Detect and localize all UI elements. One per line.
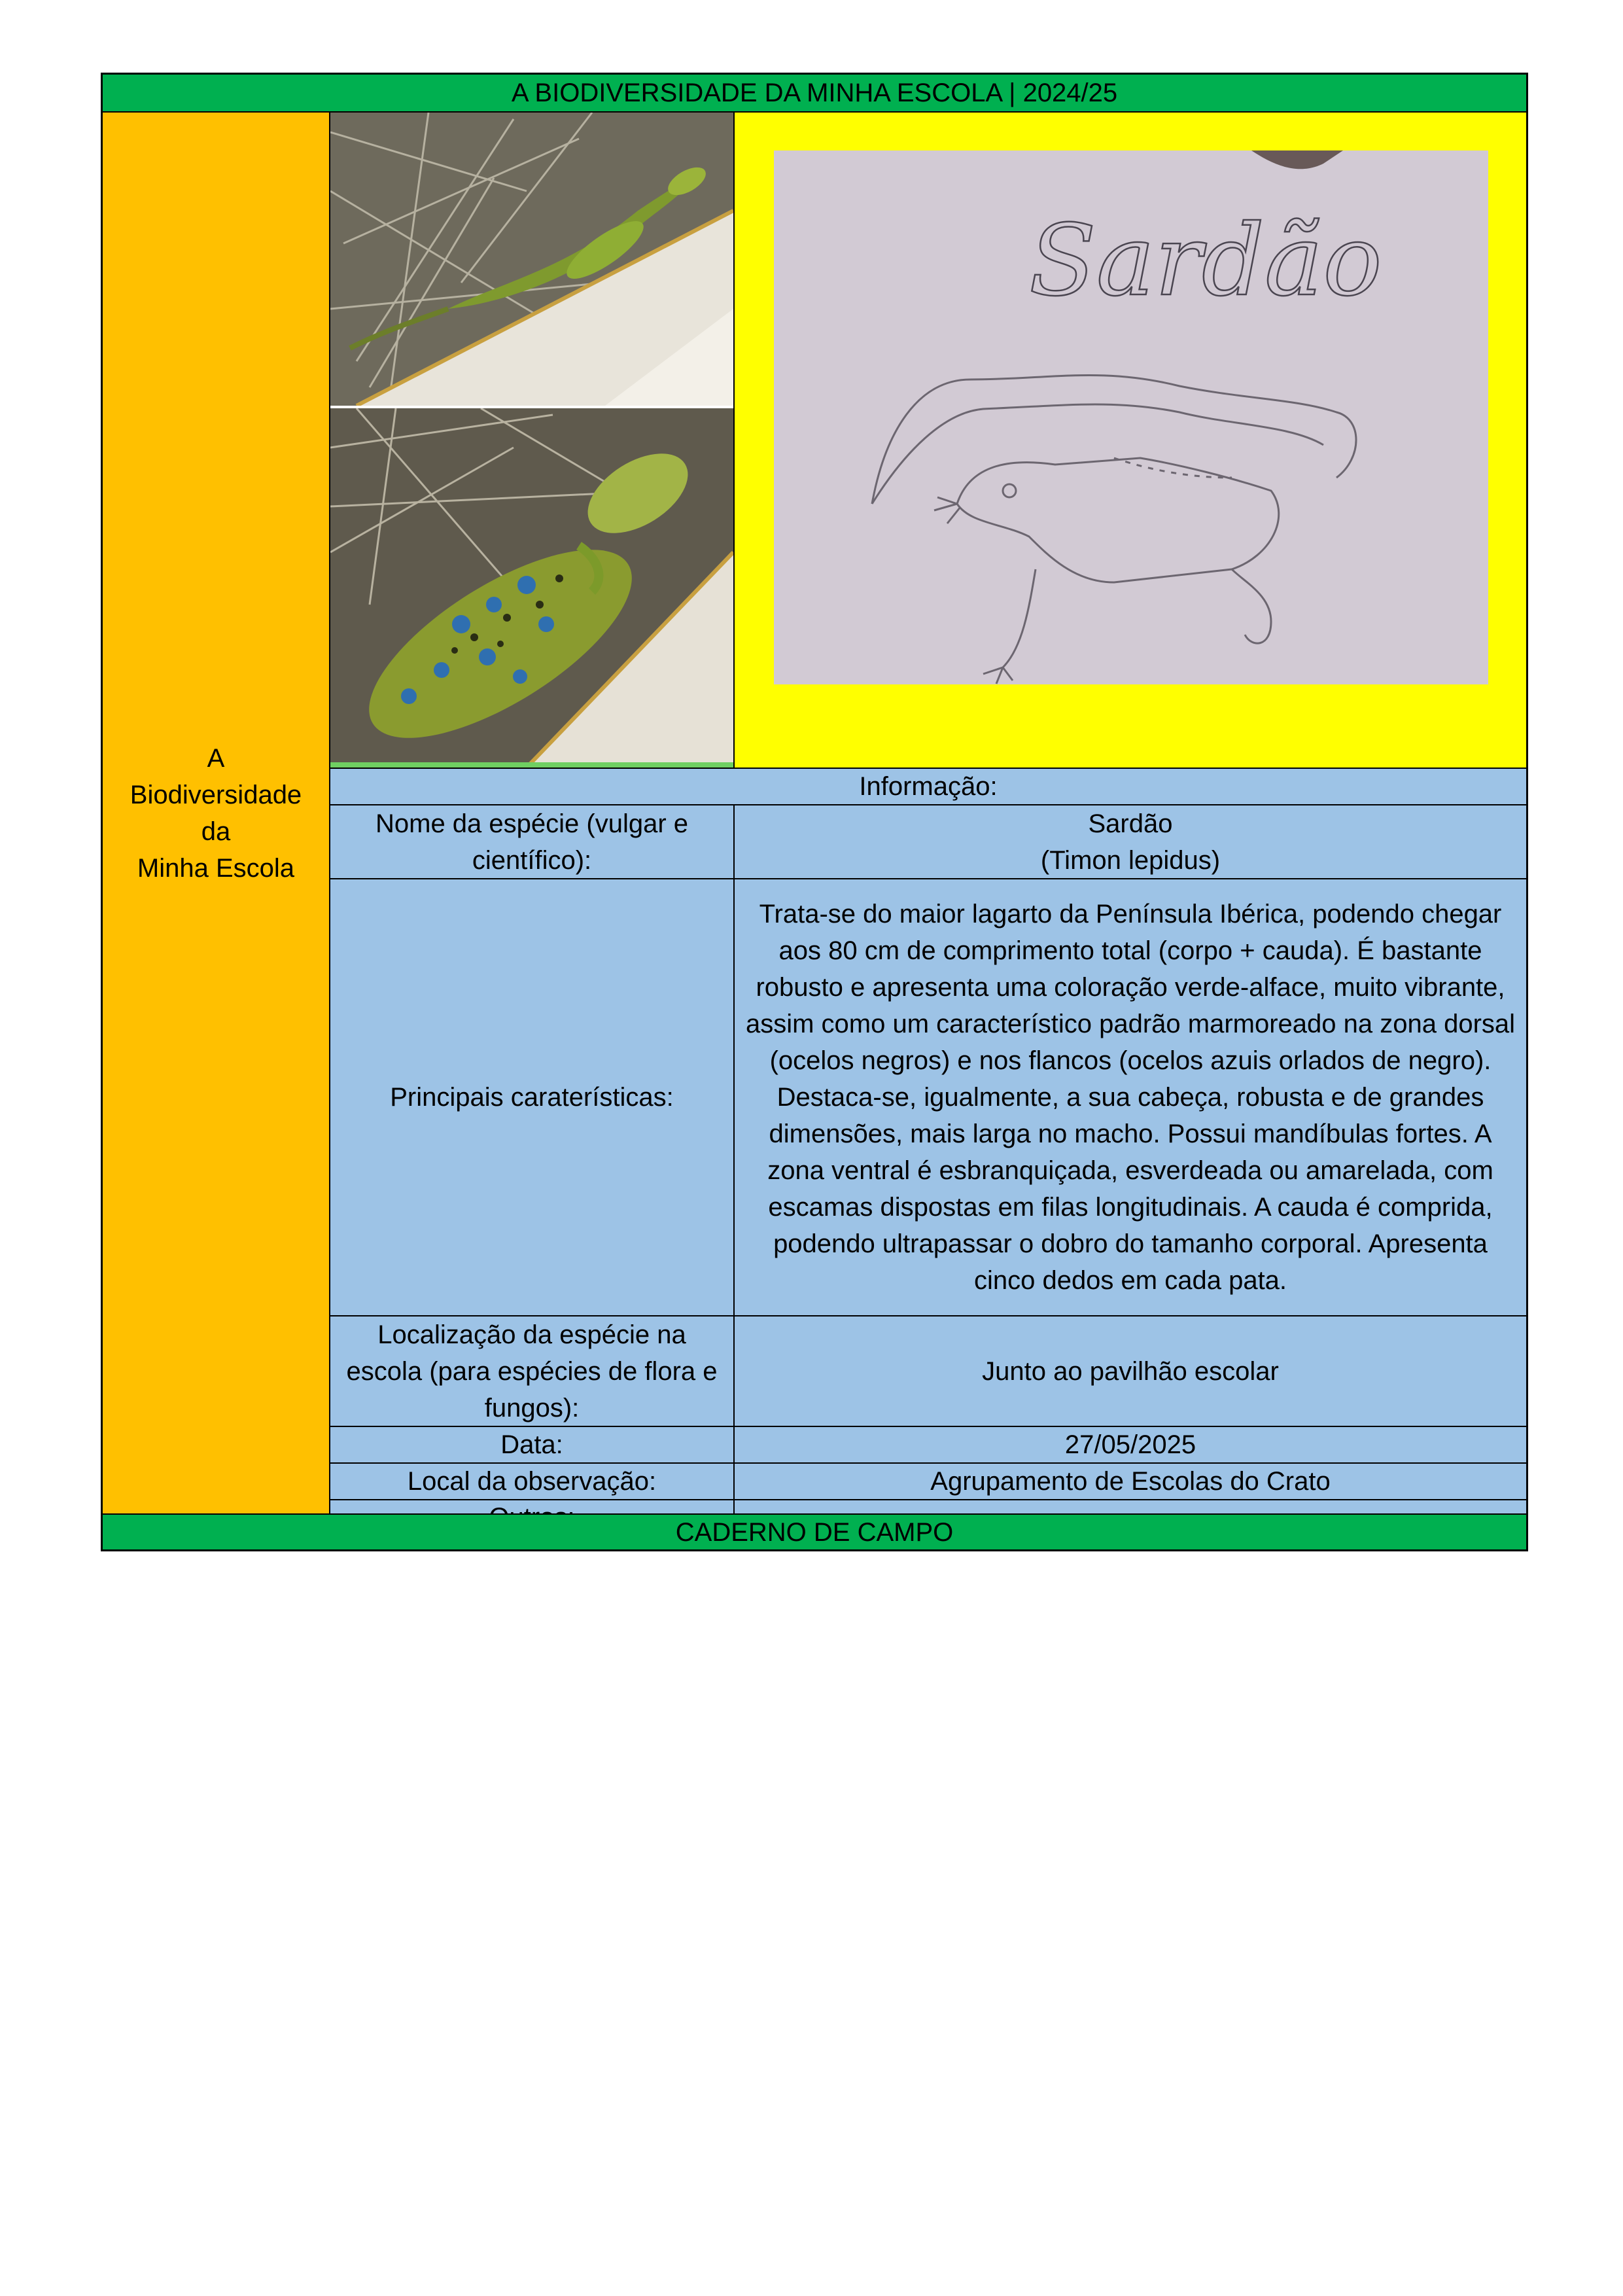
divider	[733, 111, 735, 769]
divider	[329, 768, 1526, 769]
header-title: A BIODIVERSIDADE DA MINHA ESCOLA | 2024/25	[511, 79, 1118, 107]
lizard-drawing	[774, 150, 1488, 684]
divider	[329, 1426, 1526, 1427]
location-value: Junto ao pavilhão escolar	[982, 1356, 1279, 1386]
date-label-cell	[330, 1427, 733, 1462]
divider	[329, 111, 330, 1515]
divider	[329, 1499, 1526, 1500]
info-section-header	[330, 769, 1526, 804]
sidebar-panel	[103, 113, 329, 1513]
date-value-cell	[735, 1427, 1526, 1462]
species-name-label: Nome da espécie (vulgar e científico):	[375, 809, 689, 875]
date-value: 27/05/2025	[1064, 1430, 1196, 1459]
divider	[733, 804, 735, 1515]
footer-bar	[103, 1515, 1526, 1549]
info-section-title: Informação:	[859, 772, 998, 801]
drawing-panel	[735, 113, 1526, 768]
location-label-cell	[330, 1316, 733, 1426]
divider	[103, 1513, 1526, 1515]
header-bar	[103, 75, 1526, 111]
features-value-cell	[735, 879, 1526, 1315]
species-name-label-cell	[330, 805, 733, 878]
species-name-value-cell	[735, 805, 1526, 878]
place-label: Local da observação:	[407, 1467, 657, 1496]
sidebar-title: A Biodiversidade da Minha Escola	[130, 743, 302, 883]
location-label: Localização da espécie na escola (para espécies de flora e fungos):	[346, 1320, 718, 1422]
photo-column	[330, 113, 733, 768]
lizard-photo-top	[330, 113, 733, 406]
place-label-cell	[330, 1464, 733, 1499]
species-name-value: Sardão (Timon lepidus)	[1040, 809, 1221, 875]
features-value: Trata-se do maior lagarto da Península Ibérica, podendo chegar aos 80 cm de comprimento total (corpo + cauda). É bastante robusto e apresenta uma coloração verde-alface, muito vibrante, assim como um característico padrão marmoreado na zona dorsal (ocelos negros) e nos flancos (ocelos azuis orlados de negro). Destaca-se, igualmente, a sua cabeça, robusta e de grandes dimensões, mais larga no macho. Possui mandíbulas fortes. A zona ventral é esbranquiçada, esverdeada ou amarelada, com escamas dispostas em filas longitudinais. A cauda é comprida, podendo ultrapassar o dobro do tamanho corporal. Apresenta cinco dedos em cada pata.	[745, 900, 1516, 1295]
place-value-cell	[735, 1464, 1526, 1499]
divider	[329, 878, 1526, 879]
features-label-cell	[330, 879, 733, 1315]
lizard-photo-closeup	[330, 408, 733, 768]
place-value: Agrupamento de Escolas do Crato	[930, 1467, 1331, 1496]
divider	[329, 804, 1526, 805]
divider	[329, 1462, 1526, 1464]
location-value-cell	[735, 1316, 1526, 1426]
divider	[329, 1315, 1526, 1316]
features-label: Principais caraterísticas:	[390, 1083, 674, 1112]
divider	[103, 111, 1526, 113]
date-label: Data:	[500, 1430, 563, 1459]
field-notebook-sheet	[101, 73, 1528, 1551]
drawing-caption: Sardão	[1029, 204, 1382, 318]
footer-title: CADERNO DE CAMPO	[675, 1517, 954, 1547]
